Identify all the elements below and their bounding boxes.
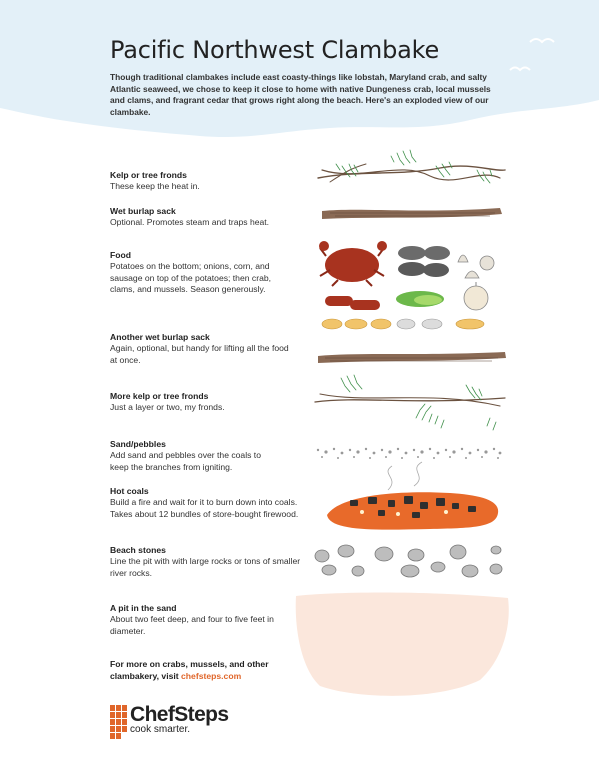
crab-illustration — [319, 241, 387, 286]
layer-title: A pit in the sand — [110, 603, 177, 613]
layer-sand — [110, 439, 276, 473]
layer-kelp — [110, 170, 310, 193]
layer-title: Sand/pebbles — [110, 439, 166, 449]
corn-illustration — [396, 291, 444, 307]
layer-burlap-second — [110, 332, 290, 366]
layer-description: Optional. Promotes steam and traps heat. — [110, 217, 270, 227]
sand-pit-illustration — [296, 593, 509, 696]
layer-title: More kelp or tree fronds — [110, 391, 209, 401]
layer-description: Potatoes on the bottom; onions, corn, and sausage on top of the potatoes; then crab, clams, and mussels. Season generously. — [110, 261, 272, 294]
layer-title: Beach stones — [110, 545, 166, 555]
layer-description: Line the pit with with large rocks or tons of smaller river rocks. — [110, 556, 301, 578]
food-illustration — [319, 241, 494, 329]
mussels-illustration — [398, 246, 450, 277]
layer-kelp-second — [110, 391, 310, 414]
layer-burlap — [110, 206, 310, 229]
footer-text: For more on crabs, mussels, and other clambakery, visit — [110, 659, 269, 681]
layer-description: Again, optional, but handy for lifting all the food at once. — [110, 343, 289, 365]
burlap-sack-second-illustration — [318, 352, 506, 363]
logo-wordmark: ChefSteps — [130, 703, 229, 726]
chefsteps-link[interactable]: chefsteps.com — [181, 670, 242, 681]
layer-stones — [110, 545, 308, 579]
layer-food — [110, 250, 286, 296]
layer-description: Just a layer or two, my fronds. — [110, 402, 225, 412]
kelp-fronds-second-illustration — [315, 375, 505, 430]
hot-coals-illustration — [327, 462, 498, 530]
onion-illustration — [464, 282, 488, 310]
layer-description: Add sand and pebbles over the coals to keep the branches from igniting. — [110, 450, 261, 472]
footer-note — [110, 659, 310, 682]
layer-description: Build a fire and wait for it to burn down into coals. Takes about 12 bundles of store-bought firewood. — [110, 497, 299, 519]
layer-description: About two feet deep, and four to five feet in diameter. — [110, 614, 274, 636]
layer-description: These keep the heat in. — [110, 181, 200, 191]
layer-title: Food — [110, 250, 131, 260]
intro-paragraph: Though traditional clambakes include east coasty-things like lobstah, Maryland crab, and salty Atlantic seaweed, we chose to keep it close to home with native Dungeness crab, local mussels and clams, and fragrant cedar that grows right along the beach. Here's an exploded view of our clambake. — [110, 72, 491, 117]
sausages-illustration — [325, 296, 380, 310]
layer-title: Hot coals — [110, 486, 149, 496]
kelp-fronds-illustration — [318, 150, 505, 183]
sand-pebbles-illustration — [317, 448, 502, 459]
chefsteps-logo[interactable] — [110, 704, 250, 740]
beach-stones-illustration — [315, 545, 502, 577]
layer-pit — [110, 603, 290, 637]
page-title: Pacific Northwest Clambake — [110, 36, 440, 64]
layer-title: Wet burlap sack — [110, 206, 176, 216]
layer-title: Kelp or tree fronds — [110, 170, 187, 180]
clams-illustration — [458, 255, 494, 278]
logo-tagline: cook smarter. — [130, 724, 191, 735]
grid-icon — [110, 705, 128, 739]
potatoes-illustration — [322, 319, 484, 329]
layer-title: Another wet burlap sack — [110, 332, 210, 342]
burlap-sack-illustration — [322, 208, 502, 219]
layer-coals — [110, 486, 302, 520]
